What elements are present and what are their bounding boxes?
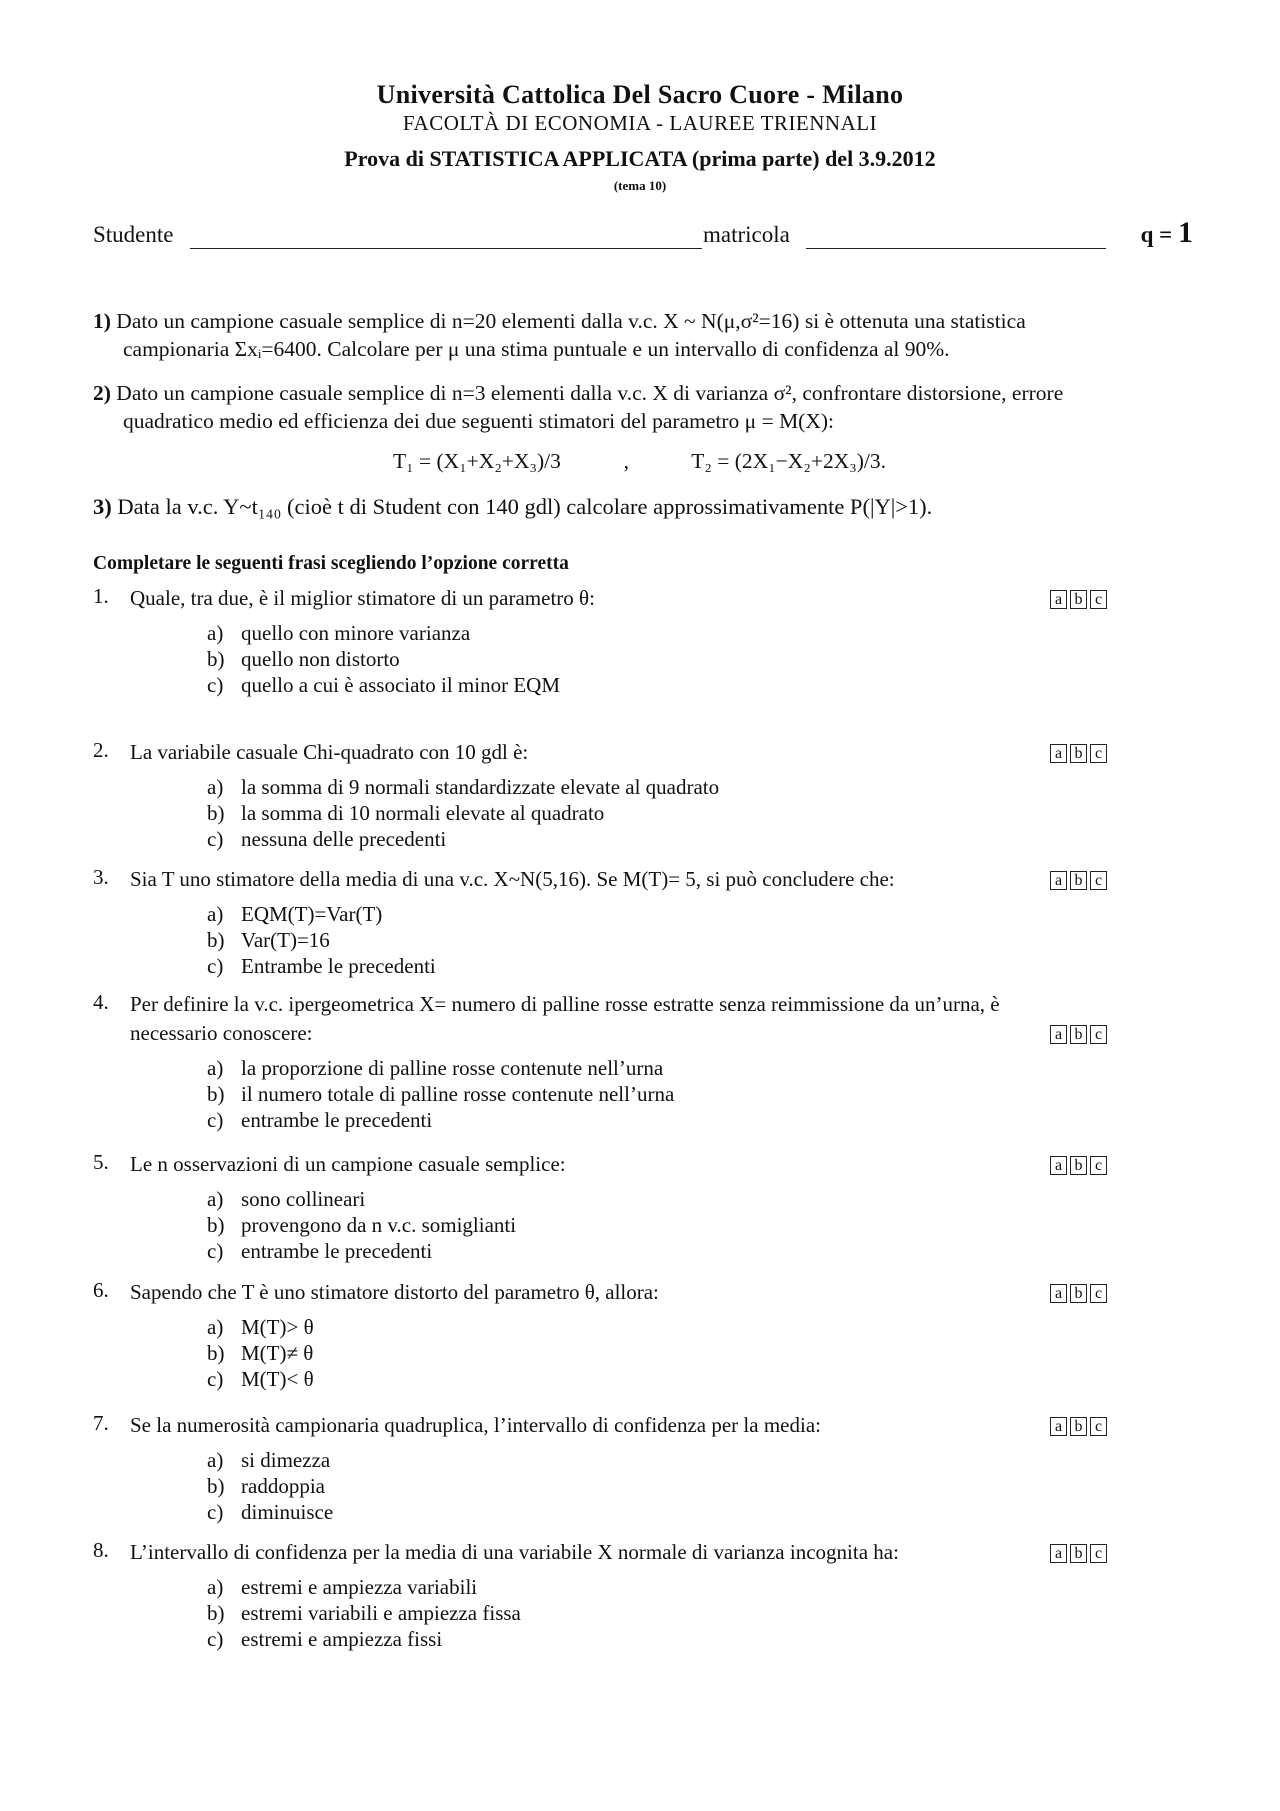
answer-box-a[interactable]: a bbox=[1050, 1156, 1067, 1175]
problem-1 bbox=[93, 307, 1195, 363]
question-number: 7. bbox=[93, 1411, 109, 1435]
option-b bbox=[207, 1213, 516, 1238]
option-text: EQM(T)=Var(T) bbox=[241, 902, 383, 926]
matricola-label: matricola bbox=[703, 222, 790, 247]
faculty-name: FACOLTÀ DI ECONOMIA - LAUREE TRIENNALI bbox=[402, 111, 878, 135]
student-label: Studente bbox=[93, 222, 174, 247]
question-text-line: Sapendo che T è uno stimatore distorto del parametro θ, allora: bbox=[130, 1280, 659, 1304]
answer-box-a[interactable]: a bbox=[1050, 1544, 1067, 1563]
problem-number: 1) bbox=[93, 309, 111, 333]
option-letter: c) bbox=[207, 1367, 224, 1391]
option-b bbox=[207, 1474, 325, 1499]
option-letter: b) bbox=[207, 647, 225, 671]
answer-box-a[interactable]: a bbox=[1050, 1284, 1067, 1303]
formula-t1: T₁ = (X₁+X₂+X₃)/3 bbox=[393, 449, 561, 473]
option-text: sono collineari bbox=[241, 1187, 366, 1211]
question-text-line: necessario conoscere: bbox=[130, 1021, 313, 1045]
estimators-formula bbox=[393, 449, 886, 474]
option-letter: c) bbox=[207, 1239, 224, 1263]
question-5 bbox=[93, 1150, 1195, 1271]
answer-box-c[interactable]: c bbox=[1090, 1284, 1107, 1303]
option-text: M(T)≠ θ bbox=[241, 1341, 314, 1365]
option-letter: a) bbox=[207, 1056, 224, 1080]
question-text bbox=[130, 990, 1210, 1048]
answer-boxes bbox=[1050, 744, 1107, 763]
answer-boxes bbox=[1050, 1417, 1107, 1436]
option-a bbox=[207, 1187, 365, 1212]
option-text: M(T)< θ bbox=[241, 1367, 314, 1391]
answer-box-c[interactable]: c bbox=[1090, 1156, 1107, 1175]
q-number: 1 bbox=[1178, 216, 1193, 249]
answer-boxes bbox=[1050, 871, 1107, 890]
option-letter: b) bbox=[207, 1601, 225, 1625]
question-text bbox=[130, 584, 1090, 613]
problem-text-cont: quadratico medio ed efficienza dei due seguenti stimatori del parametro μ = M(X): bbox=[123, 409, 835, 433]
option-text: si dimezza bbox=[241, 1448, 331, 1472]
option-letter: b) bbox=[207, 1474, 225, 1498]
option-text: la somma di 9 normali standardizzate elevate al quadrato bbox=[241, 775, 720, 799]
question-8 bbox=[93, 1538, 1195, 1659]
question-number: 3. bbox=[93, 865, 109, 889]
instruction-heading: Completare le seguenti frasi scegliendo l’opzione corretta bbox=[93, 553, 569, 574]
q-indicator bbox=[1141, 216, 1193, 250]
question-number: 8. bbox=[93, 1538, 109, 1562]
answer-box-c[interactable]: c bbox=[1090, 744, 1107, 763]
option-c bbox=[207, 673, 560, 698]
option-text: diminuisce bbox=[241, 1500, 334, 1524]
option-text: la proporzione di palline rosse contenute nell’urna bbox=[241, 1056, 664, 1080]
problem-2 bbox=[93, 379, 1195, 435]
option-text: nessuna delle precedenti bbox=[241, 827, 447, 851]
question-text-line: La variabile casuale Chi-quadrato con 10 gdl è: bbox=[130, 740, 529, 764]
option-letter: c) bbox=[207, 673, 224, 697]
answer-box-a[interactable]: a bbox=[1050, 590, 1067, 609]
answer-boxes bbox=[1050, 1284, 1107, 1303]
answer-box-c[interactable]: c bbox=[1090, 1544, 1107, 1563]
answer-box-b[interactable]: b bbox=[1070, 744, 1087, 763]
option-letter: c) bbox=[207, 954, 224, 978]
option-letter: c) bbox=[207, 827, 224, 851]
problem-3 bbox=[93, 493, 1195, 521]
option-b bbox=[207, 1082, 674, 1107]
answer-boxes bbox=[1050, 590, 1107, 609]
option-c bbox=[207, 1500, 333, 1525]
answer-box-a[interactable]: a bbox=[1050, 1417, 1067, 1436]
matricola-field[interactable] bbox=[806, 248, 1106, 249]
question-4 bbox=[93, 990, 1195, 1140]
option-text: quello non distorto bbox=[241, 647, 400, 671]
option-letter: c) bbox=[207, 1500, 224, 1524]
question-text bbox=[130, 1538, 1090, 1567]
option-a bbox=[207, 1056, 663, 1081]
answer-box-b[interactable]: b bbox=[1070, 1544, 1087, 1563]
answer-box-a[interactable]: a bbox=[1050, 1025, 1067, 1044]
problem-text: Data la v.c. Y~t₁₄₀ (cioè t di Student con 140 gdl) calcolare approssimativamente P(|Y|>1). bbox=[117, 494, 933, 519]
question-6 bbox=[93, 1278, 1195, 1399]
answer-box-b[interactable]: b bbox=[1070, 1417, 1087, 1436]
option-text: M(T)> θ bbox=[241, 1315, 314, 1339]
option-b bbox=[207, 928, 330, 953]
option-c bbox=[207, 954, 436, 979]
option-text: estremi variabili e ampiezza fissa bbox=[241, 1601, 521, 1625]
option-letter: a) bbox=[207, 621, 224, 645]
answer-box-b[interactable]: b bbox=[1070, 1025, 1087, 1044]
question-number: 4. bbox=[93, 990, 109, 1014]
option-a bbox=[207, 1315, 314, 1340]
option-text: quello a cui è associato il minor EQM bbox=[241, 673, 561, 697]
question-text-line: L’intervallo di confidenza per la media di una variabile X normale di varianza incognita ha: bbox=[130, 1540, 899, 1564]
problem-number: 2) bbox=[93, 381, 111, 405]
answer-box-a[interactable]: a bbox=[1050, 744, 1067, 763]
question-number: 2. bbox=[93, 738, 109, 762]
problem-text-cont: campionaria Σxᵢ=6400. Calcolare per μ una stima puntuale e un intervallo di confidenza al 90%. bbox=[123, 337, 950, 361]
problem-text: Dato un campione casuale semplice di n=20 elementi dalla v.c. X ~ N(μ,σ²=16) si è ottenuta una statistica bbox=[116, 309, 1026, 333]
option-text: la somma di 10 normali elevate al quadrato bbox=[241, 801, 605, 825]
option-text: estremi e ampiezza fissi bbox=[241, 1627, 443, 1651]
question-number: 1. bbox=[93, 584, 109, 608]
question-text bbox=[130, 1278, 1090, 1307]
question-text-line: Quale, tra due, è il miglior stimatore di un parametro θ: bbox=[130, 586, 595, 610]
option-text: raddoppia bbox=[241, 1474, 325, 1498]
exam-title: Prova di STATISTICA APPLICATA (prima parte) del 3.9.2012 bbox=[344, 146, 936, 171]
answer-box-b[interactable]: b bbox=[1070, 871, 1087, 890]
option-letter: c) bbox=[207, 1627, 224, 1651]
option-letter: a) bbox=[207, 1448, 224, 1472]
option-text: quello con minore varianza bbox=[241, 621, 471, 645]
answer-box-c[interactable]: c bbox=[1090, 590, 1107, 609]
question-2 bbox=[93, 738, 1195, 859]
option-letter: a) bbox=[207, 902, 224, 926]
option-b bbox=[207, 801, 604, 826]
question-3 bbox=[93, 865, 1195, 986]
option-letter: a) bbox=[207, 775, 224, 799]
answer-box-b[interactable]: b bbox=[1070, 1284, 1087, 1303]
question-number: 5. bbox=[93, 1150, 109, 1174]
question-number: 6. bbox=[93, 1278, 109, 1302]
question-text-line: Se la numerosità campionaria quadruplica, l’intervallo di confidenza per la media: bbox=[130, 1413, 821, 1437]
option-b bbox=[207, 1341, 313, 1366]
option-text: Var(T)=16 bbox=[241, 928, 330, 952]
option-a bbox=[207, 1448, 330, 1473]
question-text-line: Per definire la v.c. ipergeometrica X= numero di palline rosse estratte senza reimmissione da un’urna, è bbox=[130, 992, 1000, 1016]
option-text: Entrambe le precedenti bbox=[241, 954, 436, 978]
q-label: q = bbox=[1140, 222, 1173, 247]
answer-box-b[interactable]: b bbox=[1070, 590, 1087, 609]
formula-t2: T₂ = (2X₁−X₂+2X₃)/3. bbox=[691, 449, 886, 473]
question-1 bbox=[93, 584, 1195, 705]
answer-box-c[interactable]: c bbox=[1090, 871, 1107, 890]
option-letter: a) bbox=[207, 1187, 224, 1211]
question-text bbox=[130, 738, 1090, 767]
student-info-row bbox=[93, 218, 1193, 252]
option-a bbox=[207, 775, 719, 800]
answer-box-c[interactable]: c bbox=[1090, 1025, 1107, 1044]
option-letter: b) bbox=[207, 1341, 225, 1365]
problem-number: 3) bbox=[93, 494, 112, 519]
university-title: Università Cattolica Del Sacro Cuore - Milano bbox=[376, 80, 904, 109]
formula-separator: , bbox=[623, 449, 629, 473]
option-letter: b) bbox=[207, 928, 225, 952]
answer-boxes bbox=[1050, 1156, 1107, 1175]
question-text bbox=[130, 1150, 1090, 1179]
option-a bbox=[207, 1575, 477, 1600]
option-text: provengono da n v.c. somiglianti bbox=[241, 1213, 517, 1237]
problem-text: Dato un campione casuale semplice di n=3 elementi dalla v.c. X di varianza σ², confrontare distorsione, errore bbox=[116, 381, 1064, 405]
option-c bbox=[207, 1627, 442, 1652]
option-b bbox=[207, 647, 400, 672]
question-text bbox=[130, 865, 1090, 894]
answer-boxes bbox=[1050, 1544, 1107, 1563]
option-letter: b) bbox=[207, 801, 225, 825]
option-c bbox=[207, 1367, 314, 1392]
option-letter: c) bbox=[207, 1108, 224, 1132]
option-letter: a) bbox=[207, 1315, 224, 1339]
option-b bbox=[207, 1601, 521, 1626]
option-c bbox=[207, 1239, 432, 1264]
exam-theme: (tema 10) bbox=[613, 178, 667, 193]
question-text-line: Sia T uno stimatore della media di una v.c. X~N(5,16). Se M(T)= 5, si può concludere che: bbox=[130, 867, 895, 891]
question-text-line: Le n osservazioni di un campione casuale semplice: bbox=[130, 1152, 566, 1176]
answer-boxes bbox=[1050, 1025, 1107, 1044]
option-text: estremi e ampiezza variabili bbox=[241, 1575, 478, 1599]
option-letter: b) bbox=[207, 1082, 225, 1106]
option-letter: a) bbox=[207, 1575, 224, 1599]
option-a bbox=[207, 621, 470, 646]
option-text: entrambe le precedenti bbox=[241, 1108, 433, 1132]
answer-box-b[interactable]: b bbox=[1070, 1156, 1087, 1175]
option-c bbox=[207, 1108, 432, 1133]
option-letter: b) bbox=[207, 1213, 225, 1237]
question-7 bbox=[93, 1411, 1195, 1532]
option-a bbox=[207, 902, 382, 927]
option-text: entrambe le precedenti bbox=[241, 1239, 433, 1263]
answer-box-a[interactable]: a bbox=[1050, 871, 1067, 890]
question-text bbox=[130, 1411, 1090, 1440]
option-c bbox=[207, 827, 446, 852]
answer-box-c[interactable]: c bbox=[1090, 1417, 1107, 1436]
student-name-field[interactable] bbox=[190, 248, 702, 249]
option-text: il numero totale di palline rosse contenute nell’urna bbox=[241, 1082, 675, 1106]
